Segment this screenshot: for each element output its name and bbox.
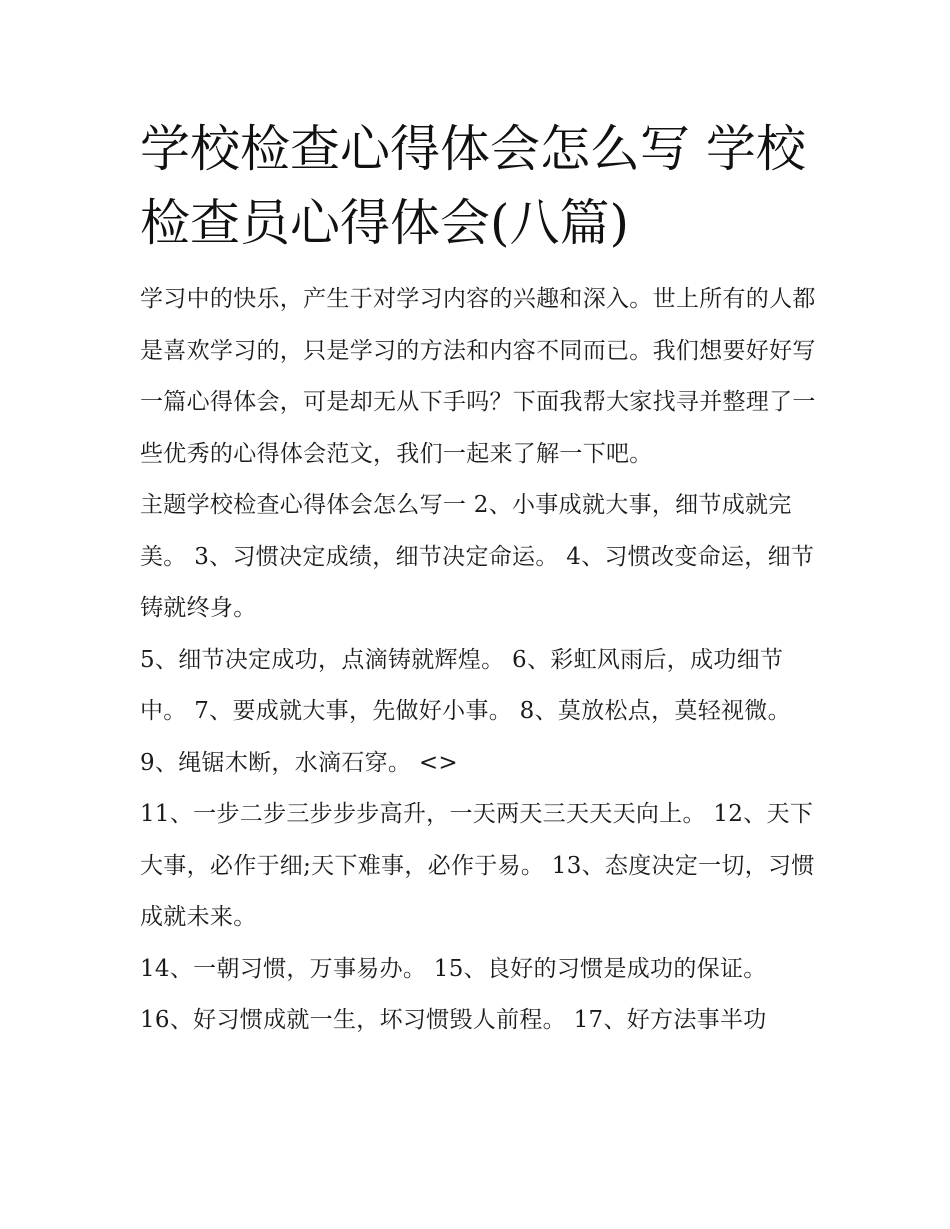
intro-paragraph: 学习中的快乐，产生于对学习内容的兴趣和深入。世上所有的人都是喜欢学习的，只是学习的方法和内容不同而已。我们想要好好写一篇心得体会，可是却无从下手吗？下面我帮大家找寻并整理了一些优秀的心得体会范文，我们一起来了解一下吧。 xyxy=(140,286,816,467)
body-paragraph: 5、细节决定成功，点滴铸就辉煌。 6、彩虹风雨后，成功细节中。 7、要成就大事，先做好小事。 8、莫放松点，莫轻视微。 9、绳锯木断，水滴石穿。 <> xyxy=(140,646,791,776)
document-title: 学校检查心得体会怎么写 学校检查员心得体会(八篇) xyxy=(140,120,806,252)
body-paragraph: 主题学校检查心得体会怎么写一 2、小事成就大事，细节成就完美。 3、习惯决定成绩，细节决定命运。 4、习惯改变命运，细节铸就终身。 xyxy=(140,492,815,621)
body-paragraph: 11、一步二步三步步步高升，一天两天三天天天向上。 12、天下大事，必作于细;天下难事，必作于易。 13、态度决定一切，习惯成就未来。 xyxy=(140,801,815,930)
body-paragraph: 14、一朝习惯，万事易办。 15、良好的习惯是成功的保证。 16、好习惯成就一生，坏习惯毁人前程。 17、好方法事半功 xyxy=(140,955,767,1033)
document-page xyxy=(140,112,820,1047)
